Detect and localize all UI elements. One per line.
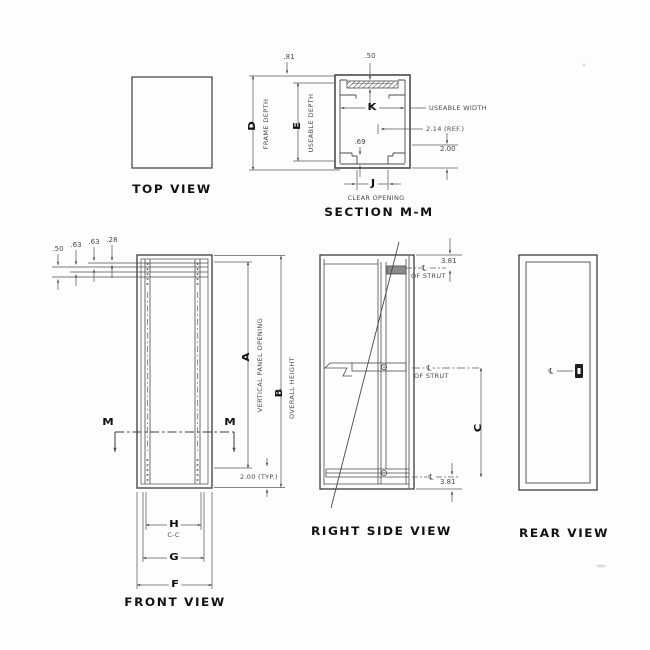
top-view-title: TOP VIEW bbox=[132, 182, 212, 196]
front-overall-height-label: OVERALL HEIGHT bbox=[287, 357, 296, 419]
section-dim-50: .50 bbox=[364, 52, 376, 60]
section-frame-depth-label: FRAME DEPTH bbox=[261, 98, 270, 150]
front-dim-letter-h: H bbox=[166, 520, 180, 530]
front-dim-letter-f: F bbox=[168, 580, 180, 590]
front-dim-63b: .63 bbox=[88, 238, 100, 246]
section-dim-214-ref: 2.14 (REF.) bbox=[426, 125, 465, 133]
front-vertical-panel-opening-label: VERTICAL PANEL OPENING bbox=[255, 317, 264, 413]
rear-view-title: REAR VIEW bbox=[519, 526, 609, 540]
right-side-view-linework bbox=[320, 238, 481, 508]
section-dim-200: 2.00 bbox=[440, 145, 456, 153]
front-dim-letter-b: B bbox=[274, 388, 285, 398]
section-dim-letter-j: J bbox=[368, 179, 377, 189]
front-section-marker-m-left: M bbox=[102, 417, 114, 428]
section-dim-81: .81 bbox=[283, 53, 295, 61]
top-view-linework bbox=[132, 77, 212, 168]
right-of-strut-label-mid: OF STRUT bbox=[414, 372, 449, 380]
right-dim-letter-c: C bbox=[473, 423, 484, 433]
front-dim-letter-g: G bbox=[166, 553, 180, 563]
rear-centerline-symbol: ℄ bbox=[548, 366, 554, 376]
right-centerline-symbol-top: ℄ bbox=[421, 263, 427, 273]
right-centerline-symbol-bot: ℄ bbox=[428, 472, 434, 482]
front-section-marker-m-right: M bbox=[224, 417, 236, 428]
right-centerline-symbol-mid: ℄ bbox=[426, 363, 432, 373]
front-view-title: FRONT VIEW bbox=[124, 595, 226, 609]
section-dim-69: .69 bbox=[354, 138, 366, 146]
right-dim-381-bot: 3.81 bbox=[440, 478, 456, 486]
section-useable-width-label: USEABLE WIDTH bbox=[429, 104, 487, 112]
front-dim-200-typ: 2.00 (TYP.) bbox=[240, 473, 278, 481]
section-dim-letter-e: E bbox=[292, 122, 303, 130]
section-dim-letter-k: K bbox=[365, 103, 379, 113]
section-title: SECTION M-M bbox=[324, 205, 434, 219]
front-dim-50: .50 bbox=[52, 245, 64, 253]
right-side-view-title: RIGHT SIDE VIEW bbox=[311, 524, 452, 538]
section-dim-letter-d: D bbox=[247, 121, 258, 131]
section-clear-opening-label: CLEAR OPENING bbox=[347, 194, 405, 202]
right-dim-381-top: 3.81 bbox=[441, 257, 457, 265]
front-dim-cc-label: C-C bbox=[167, 531, 180, 539]
front-dim-letter-a: A bbox=[241, 352, 252, 362]
front-dim-28: .28 bbox=[106, 236, 118, 244]
front-dim-63a: .63 bbox=[70, 241, 82, 249]
scan-artifacts bbox=[583, 64, 607, 568]
section-useable-depth-label: USEABLE DEPTH bbox=[306, 93, 315, 153]
right-of-strut-label-top: OF STRUT bbox=[411, 272, 446, 280]
rear-view-linework bbox=[519, 255, 597, 490]
